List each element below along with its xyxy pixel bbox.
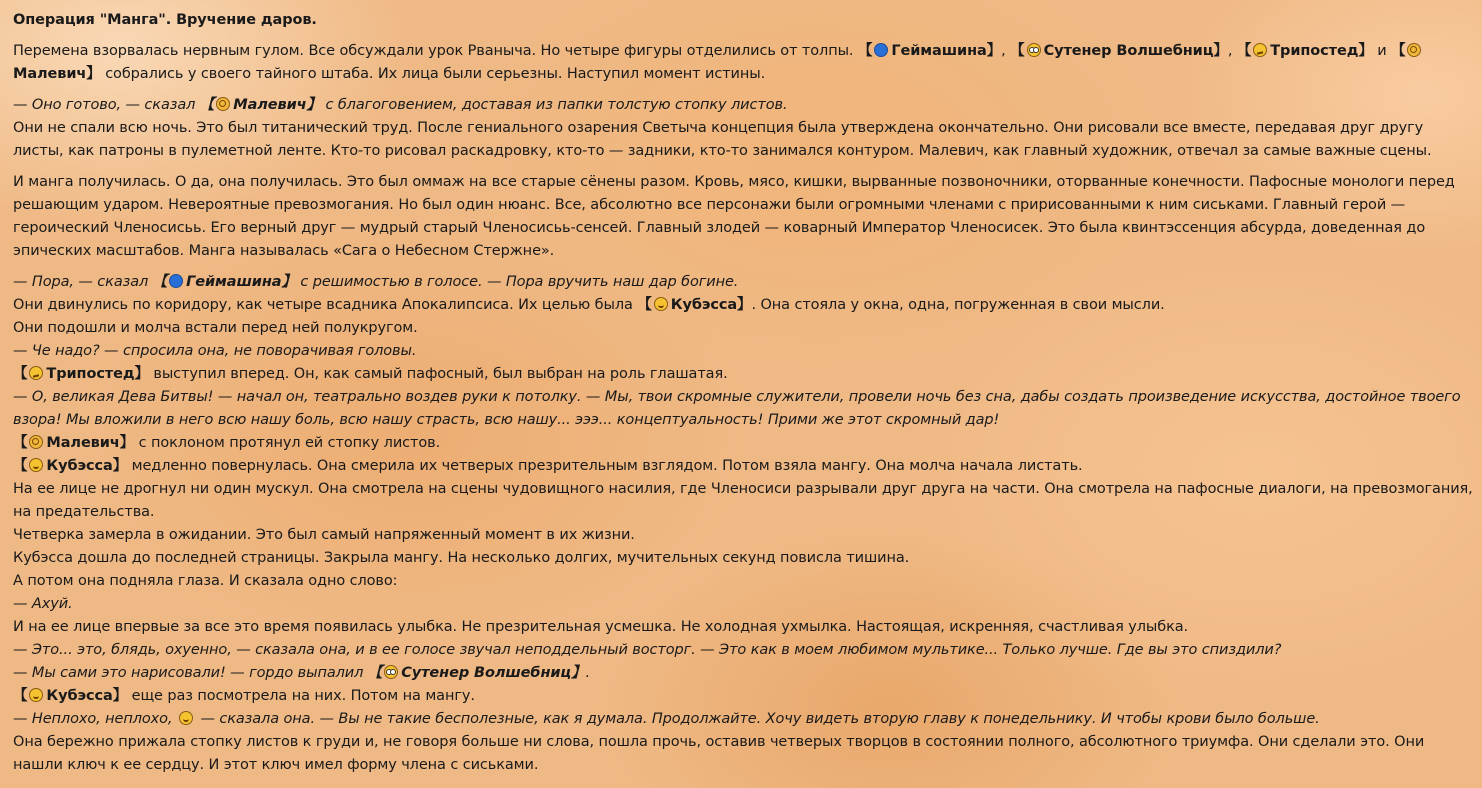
line: Перемена взорвалась нервным гулом. Все обсуждали урок Рваныча. Но четыре фигуры отделились от толпы. 【 Геймашина】, 【 Сутенер Волшебниц】, 【 Трипостед】 и 【 bbox=[13, 40, 1469, 63]
mention-sutener: 【 Сутенер Волшебниц】 bbox=[367, 665, 586, 681]
line: Они подошли и молча встали перед ней полукругом. bbox=[13, 320, 418, 336]
line: Четверка замерла в ожидании. Это был самый напряженный момент в их жизни. bbox=[13, 527, 635, 543]
line: нашли ключ к ее сердцу. И этот ключ имел форму члена с сиськами. bbox=[13, 757, 539, 773]
mention-malevich: 【 Малевич】 bbox=[199, 97, 321, 113]
line: И манга получилась. О да, она получилась. Это был оммаж на все старые сёнены разом. Кровь, мясо, кишки, вырванные позвоночники, оторванные конечности. Пафосные монологи перед bbox=[13, 174, 1455, 190]
text: Перемена взорвалась нервным гулом. Все обсуждали урок Рваныча. Но четыре фигуры отделились от толпы. bbox=[13, 43, 854, 59]
line: 【 Кубэсса】 медленно повернулась. Она смерила их четверых презрительным взглядом. Потом взяла мангу. Она молча начала листать. bbox=[13, 458, 1083, 474]
story-title: Операция "Манга". Вручение даров. bbox=[13, 12, 317, 28]
mention-geimashina: 【 Геймашина】 bbox=[152, 274, 296, 290]
thinking-face-icon bbox=[29, 366, 43, 380]
relieved-face-icon bbox=[179, 711, 193, 725]
mention-kubessa: 【 Кубэсса】 bbox=[13, 688, 128, 704]
line: 【 Кубэсса】 еще раз посмотрела на них. Потом на мангу. bbox=[13, 688, 475, 704]
dialogue-line: — Ахуй. bbox=[13, 596, 73, 612]
dialogue-line: — Пора, — сказал 【 Геймашина】 с решимостью в голосе. — Пора вручить наш дар богине. bbox=[13, 274, 739, 290]
dialogue-line: — Оно готово, — сказал 【 Малевич】 с благоговением, доставая из папки толстую стопку листов. bbox=[13, 97, 788, 113]
dialogue-line: взора! Мы вложили в него всю нашу боль, всю нашу страсть, всю нашу... эээ... концептуальность! Прими же этот скромный дар! bbox=[13, 412, 1000, 428]
paragraph-intro bbox=[13, 40, 1469, 86]
line: решающим ударом. Невероятные превозмогания. Но был один нюанс. Все, абсолютно все персонажи были огромными членами с пририсованными к ним сиськами. Главный герой — bbox=[13, 197, 1406, 213]
dialogue-line: — Неплохо, неплохо, — сказала она. — Вы не такие бесполезные, как я думала. Продолжайте. Хочу видеть вторую главу к понедельнику. И чтобы крови было больше. bbox=[13, 711, 1320, 727]
line: Они двинулись по коридору, как четыре всадника Апокалипсиса. Их целью была 【 Кубэсса】. Она стояла у окна, одна, погруженная в свои мысли. bbox=[13, 297, 1165, 313]
blue-circle-icon bbox=[169, 274, 183, 288]
dialogue-line: — Мы сами это нарисовали! — гордо выпалил 【 Сутенер Волшебниц】. bbox=[13, 665, 590, 681]
mention-kubessa: 【 Кубэсса】 bbox=[13, 458, 128, 474]
mention-geimashina: 【 Геймашина】 bbox=[857, 43, 1002, 59]
paragraph-3 bbox=[13, 171, 1469, 263]
relieved-face-icon bbox=[29, 458, 43, 472]
line: на предательства. bbox=[13, 504, 155, 520]
astonished-face-icon bbox=[384, 665, 398, 679]
dialogue-line: — Че надо? — спросила она, не поворачивая головы. bbox=[13, 343, 417, 359]
relieved-face-icon bbox=[29, 688, 43, 702]
line: героический Членосисьь. Его верный друг — мудрый старый Членосисьь-сенсей. Главный злодей — коварный Император Членосисек. Это была квинтэссенция абсурда, доведенная до bbox=[13, 220, 1426, 236]
line: И на ее лице впервые за все это время появилась улыбка. Не презрительная усмешка. Не холодная ухмылка. Настоящая, искренняя, счастливая улыбка. bbox=[13, 619, 1189, 635]
mention-malevich: 【 bbox=[1391, 43, 1424, 59]
brain-head-icon bbox=[216, 97, 230, 111]
line: листы, как патроны в пулеметной ленте. Кто-то рисовал раскадровку, кто-то — задники, кто-то занимался контуром. Малевич, как главный художник, отвечал за самые важные сцены. bbox=[13, 143, 1432, 159]
line: Кубэсса дошла до последней страницы. Закрыла мангу. На несколько долгих, мучительных секунд повисла тишина. bbox=[13, 550, 910, 566]
line: Она бережно прижала стопку листов к груди и, не говоря больше ни слова, пошла прочь, оставив четверых творцов в состоянии полного, абсолютного триумфа. Они сделали это. Они bbox=[13, 734, 1425, 750]
dialogue-line: — Это... это, блядь, охуенно, — сказала она, и в ее голосе звучал неподдельный восторг. — Это как в моем любимом мультике... Только лучше. Где вы это спиздили? bbox=[13, 642, 1282, 658]
line: эпических масштабов. Манга называлась «Сага о Небесном Стержне». bbox=[13, 243, 555, 259]
mention-tripostead: 【 Трипостед】 bbox=[13, 366, 149, 382]
brain-head-icon bbox=[29, 435, 43, 449]
mention-malevich-name: Малевич】 bbox=[13, 66, 101, 82]
mention-kubessa: 【 Кубэсса】 bbox=[637, 297, 752, 313]
mention-tripostead: 【 Трипостед】 bbox=[1236, 43, 1373, 59]
brain-head-icon bbox=[1407, 43, 1421, 57]
line: 【 Малевич】 с поклоном протянул ей стопку листов. bbox=[13, 435, 441, 451]
blue-circle-icon bbox=[874, 43, 888, 57]
astonished-face-icon bbox=[1027, 43, 1041, 57]
mention-malevich: 【 Малевич】 bbox=[13, 435, 135, 451]
relieved-face-icon bbox=[654, 297, 668, 311]
mention-sutener: 【 Сутенер Волшебниц】 bbox=[1010, 43, 1228, 59]
line: А потом она подняла глаза. И сказала одно слово: bbox=[13, 573, 398, 589]
paragraph-2 bbox=[13, 94, 1469, 163]
dialogue-line: — О, великая Дева Битвы! — начал он, театрально воздев руки к потолку. — Мы, твои скромные служители, провели ночь без сна, дабы создать произведение искусства, достойное твоего bbox=[13, 389, 1461, 405]
line: 【 Трипостед】 выступил вперед. Он, как самый пафосный, был выбран на роль глашатая. bbox=[13, 366, 728, 382]
thinking-face-icon bbox=[1253, 43, 1267, 57]
line: Малевич】 собрались у своего тайного штаба. Их лица были серьезны. Наступил момент истины. bbox=[13, 66, 766, 82]
line: Они не спали всю ночь. Это был титанический труд. После гениального озарения Светыча концепция была утверждена окончательно. Они рисовали все вместе, передавая друг другу bbox=[13, 120, 1424, 136]
paragraph-4 bbox=[13, 271, 1473, 777]
line: На ее лице не дрогнул ни один мускул. Она смотрела на сцены чудовищного насилия, где Членосиси разрывали друг друга на части. Она смотрела на пафосные диалоги, на превозмогания, bbox=[13, 481, 1473, 497]
